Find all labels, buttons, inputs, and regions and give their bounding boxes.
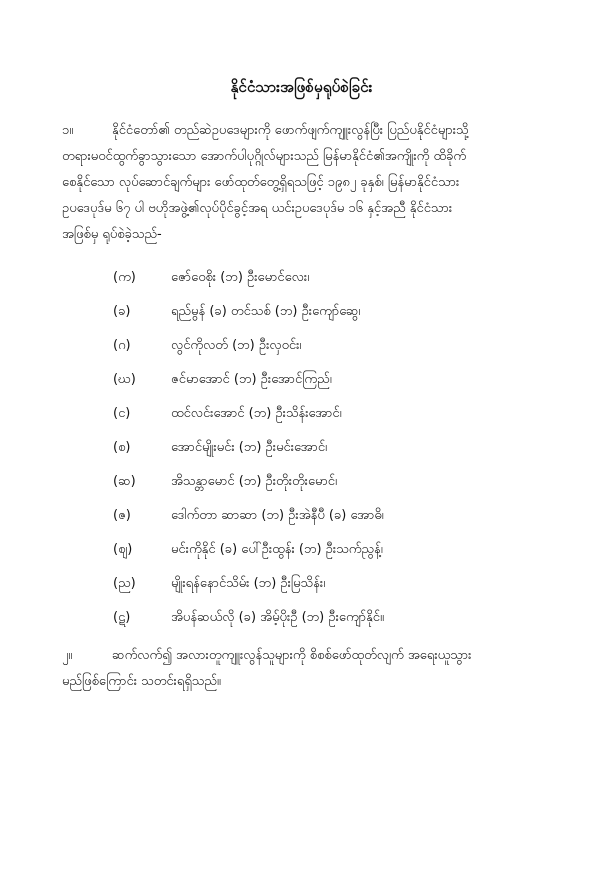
list-item-label: (ဂ) — [113, 338, 131, 353]
paragraph-2-line: ဆက်လက်၍ အလားတူကျူးလွန်သူများကို စိစစ်ဖော်ထုတ်လျက် အရေးယူသွား — [112, 648, 472, 663]
list-item-text: အိသန္တာမောင် (ဘ) ဦးတိုးတိုးမောင်၊ — [171, 474, 338, 489]
paragraph-1-line: နိုင်ငံတော်၏ တည်ဆဲဥပဒေများကို ဖောက်ဖျက်ကျူးလွန်ပြီး ပြည်ပနိုင်ငံများသို့ — [112, 123, 469, 138]
list-item — [113, 537, 553, 571]
list-item-label: (ခ) — [113, 304, 131, 319]
list-item-text: အောင်မျိုးမင်း (ဘ) ဦးမင်းအောင်၊ — [171, 440, 328, 455]
paragraph-2 — [62, 643, 562, 695]
paragraph-1-line: ဥပဒေပုဒ်မ ၆၇ ပါ ဗဟိုအဖွဲ့၏လုပ်ပိုင်ခွင့်အရ ယင်းဥပဒေပုဒ်မ ၁၆ နှင့်အညီ နိုင်ငံသား — [62, 201, 453, 216]
paragraph-1-line: တရားမဝင်ထွက်ခွာသွားသော အောက်ပါပုဂ္ဂိုလ်များသည် မြန်မာနိုင်ငံ၏အကျိုးကို ထိခိုက် — [62, 149, 467, 164]
list-item — [113, 435, 553, 469]
list-item — [113, 265, 553, 299]
list-item-label: (ဈ) — [113, 542, 133, 557]
list-item-text: ရည်မွန် (ခ) တင်သစ် (ဘ) ဦးကျော်ဆွေ၊ — [171, 304, 361, 319]
list-item-label: (ဆ) — [113, 474, 136, 489]
list-item-text: ဇင်မာအောင် (ဘ) ဦးအောင်ကြည်၊ — [171, 372, 332, 387]
list-item — [113, 571, 553, 605]
list-item-label: (ဇ) — [113, 508, 131, 523]
list-item-text: လွင်ကိုလတ် (ဘ) ဦးလှဝင်း၊ — [171, 338, 302, 353]
list-item — [113, 299, 553, 333]
list-item-text: မင်းကိုနိုင် (ခ) ပေါ်ဦးထွန်း (ဘ) ဦးသက်ညွန့်၊ — [171, 542, 383, 557]
list-item — [113, 503, 553, 537]
list-item-label: (က) — [113, 270, 136, 285]
list-item-text: ဇော်ဝေစိုး (ဘ) ဦးမောင်လေး၊ — [171, 270, 310, 285]
list-item — [113, 605, 553, 639]
list-item-text: အိပန်ဆယ်လို (ခ) အိမ့်ပိုးဦ (ဘ) ဦးကျော်နိုင်။ — [171, 610, 384, 625]
list-item-label: (ဋ) — [113, 610, 131, 625]
list-item-label: (င) — [113, 406, 131, 421]
paragraph-1-line: အဖြစ်မှ ရုပ်စဲခဲ့သည်- — [62, 227, 162, 242]
list-item-label: (ည) — [113, 576, 136, 591]
person-list — [113, 265, 553, 639]
list-item — [113, 401, 553, 435]
paragraph-2-line: မည်ဖြစ်ကြောင်း သတင်းရရှိသည်။ — [62, 674, 221, 689]
list-item-label: (စ) — [113, 440, 131, 455]
document-title: နိုင်ငံသားအဖြစ်မှရုပ်စဲခြင်း — [230, 78, 373, 96]
paragraph-2-number: ၂။ — [62, 648, 73, 663]
list-item-text: မျိုးရန်နောင်သိမ်း (ဘ) ဦးမြသိန်း၊ — [171, 576, 326, 591]
list-item-text: ထင်လင်းအောင် (ဘ) ဦးသိန်းအောင်၊ — [171, 406, 342, 421]
list-item — [113, 333, 553, 367]
paragraph-1 — [62, 118, 562, 248]
list-item-label: (ဃ) — [113, 372, 136, 387]
list-item-text: ဒေါက်တာ ဆာဆာ (ဘ) ဦးအဲနီပီ (ခ) အောဓိ၊ — [171, 508, 384, 523]
list-item — [113, 469, 553, 503]
list-item — [113, 367, 553, 401]
paragraph-1-line: စေနိုင်သော လုပ်ဆောင်ချက်များ ဖော်ထုတ်တွေ့ရှိရသဖြင့် ၁၉၈၂ ခုနှစ်၊ မြန်မာနိုင်ငံသား — [62, 175, 460, 190]
paragraph-1-number: ၁။ — [62, 123, 74, 138]
